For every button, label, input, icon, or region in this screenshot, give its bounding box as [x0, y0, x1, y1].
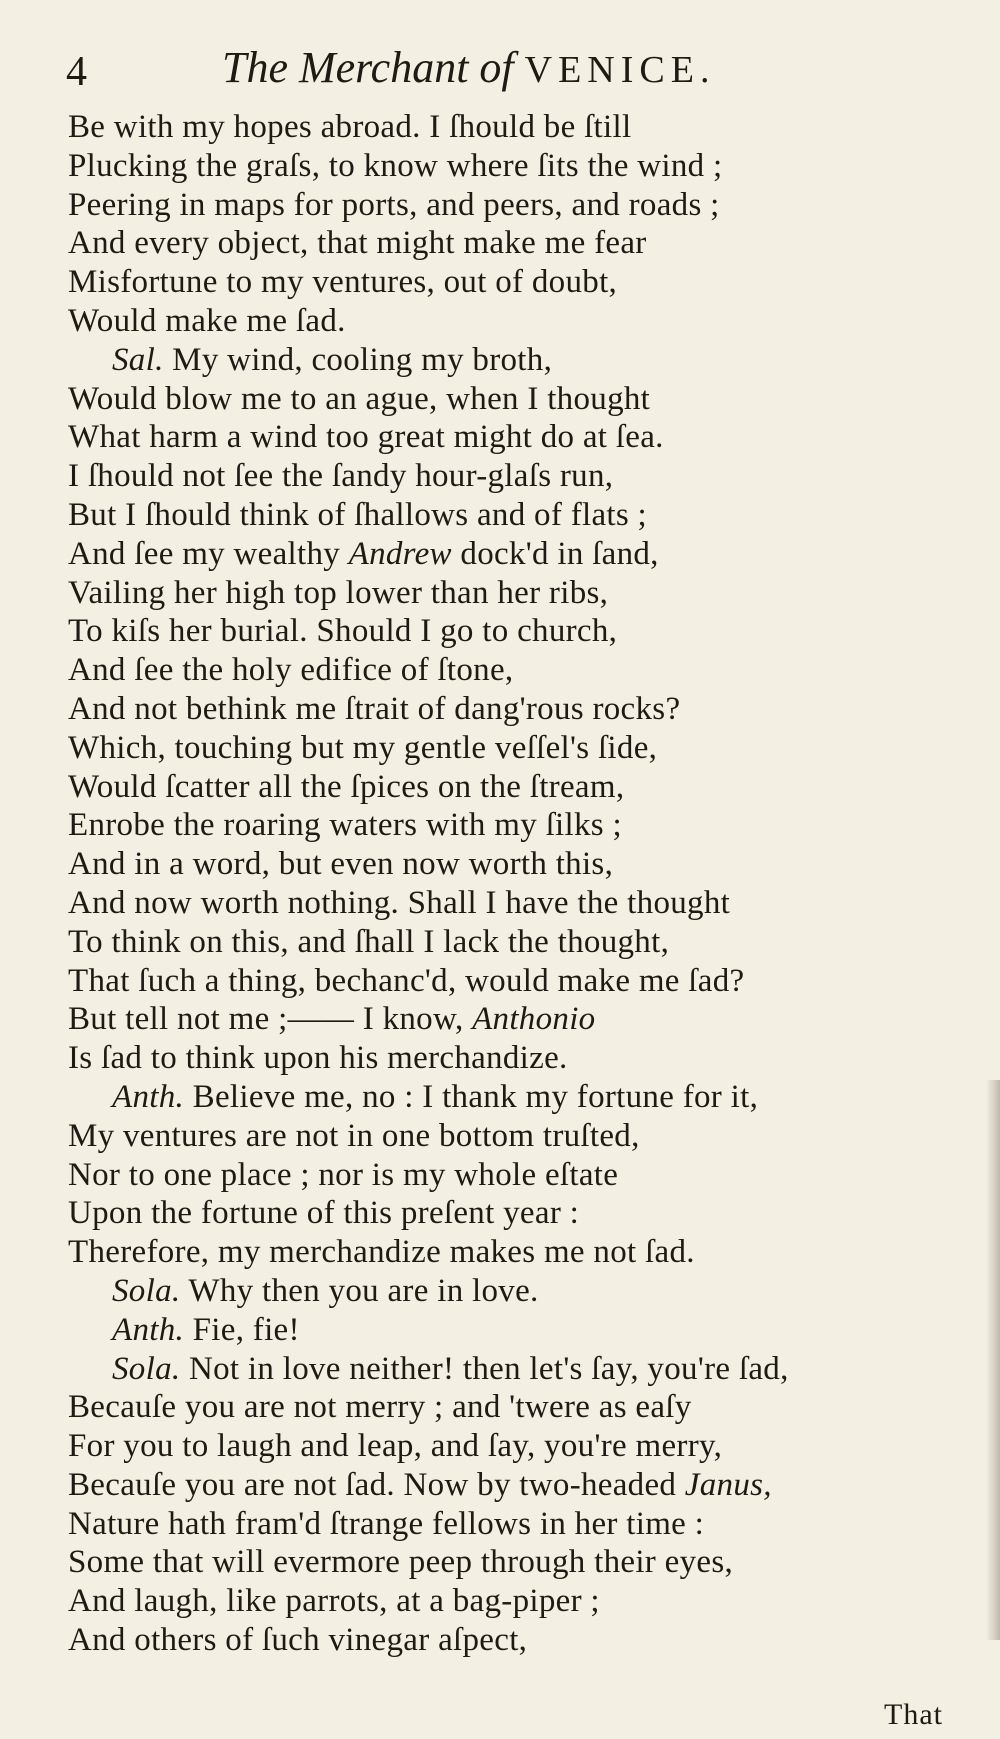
line-text: But tell not me ;—— I know,	[68, 1001, 473, 1038]
verse-line: My ventures are not in one bottom truſted,	[68, 1117, 640, 1154]
verse-line: Would make me ſad.	[68, 302, 346, 339]
verse-line: And others of ſuch vinegar aſpect,	[68, 1622, 528, 1659]
verse-text	[68, 108, 968, 1660]
verse-line: I ſhould not ſee the ſandy hour-glaſs run,	[68, 458, 614, 495]
verse-line: Misfortune to my ventures, out of doubt,	[68, 264, 618, 301]
speaker-name: Sal.	[112, 341, 164, 378]
verse-line: Enrobe the roaring waters with my ſilks ;	[68, 807, 622, 844]
speech-text: Why then you are in love.	[180, 1272, 539, 1309]
verse-line	[68, 535, 968, 574]
verse-line: Becauſe you are not merry ; and 'twere as eaſy	[68, 1389, 692, 1426]
verse-line: Would ſcatter all the ſpices on the ſtream,	[68, 768, 625, 805]
page-number: 4	[66, 49, 87, 95]
italic-name: Janus,	[684, 1466, 772, 1503]
running-title-italic: The Merchant of	[222, 43, 514, 92]
verse-line	[68, 1466, 968, 1505]
verse-line: Upon the fortune of this preſent year :	[68, 1195, 580, 1232]
verse-line: That ſuch a thing, bechanc'd, would make me ſad?	[68, 962, 745, 999]
verse-line: Plucking the graſs, to know where ſits the wind ;	[68, 147, 723, 184]
verse-line: And in a word, but even now worth this,	[68, 846, 614, 883]
speech-text: Believe me, no : I thank my fortune for it,	[184, 1078, 759, 1115]
verse-line: To kiſs her burial. Should I go to church,	[68, 613, 618, 650]
speaker-name: Anth.	[112, 1311, 185, 1348]
speech-line	[68, 1272, 968, 1311]
verse-line: Be with my hopes abroad. I ſhould be ſtill	[68, 109, 632, 145]
italic-name: Andrew	[348, 535, 452, 572]
running-title-smallcaps: VENICE.	[524, 49, 716, 91]
speech-text: My wind, cooling my broth,	[163, 341, 553, 378]
speaker-name: Anth.	[112, 1078, 185, 1115]
speech-line	[68, 341, 968, 380]
verse-line	[68, 1000, 968, 1039]
verse-line: Would blow me to an ague, when I thought	[68, 380, 651, 417]
verse-line: And laugh, like parrots, at a bag-piper ;	[68, 1583, 600, 1620]
running-header	[66, 40, 946, 100]
verse-line: Nor to one place ; nor is my whole eſtate	[68, 1156, 619, 1193]
speech-text: Fie, fie!	[184, 1311, 300, 1348]
speech-line	[68, 1078, 968, 1117]
page-edge-shadow	[986, 1080, 1000, 1640]
speaker-name: Sola.	[112, 1350, 181, 1387]
verse-line: And every object, that might make me fear	[68, 225, 647, 262]
verse-line: And now worth nothing. Shall I have the thought	[68, 884, 731, 921]
catchword: That	[884, 1698, 943, 1731]
speech-line	[68, 1350, 968, 1389]
verse-line: Some that will evermore peep through their eyes,	[68, 1544, 734, 1581]
verse-line: Nature hath fram'd ſtrange fellows in her time :	[68, 1505, 705, 1542]
verse-line: Which, touching but my gentle veſſel's ſide,	[68, 729, 658, 766]
verse-line: Is ſad to think upon his merchandize.	[68, 1040, 568, 1077]
speech-line	[68, 1311, 968, 1350]
italic-name: Anthonio	[472, 1001, 596, 1038]
verse-line: And not bethink me ſtrait of dang'rous rocks?	[68, 690, 681, 727]
verse-line: What harm a wind too great might do at ſea.	[68, 419, 664, 456]
running-title	[222, 42, 715, 93]
verse-line: Vailing her high top lower than her ribs,	[68, 574, 609, 611]
speaker-name: Sola.	[112, 1272, 181, 1309]
line-text: dock'd in ſand,	[451, 535, 659, 572]
line-text: And ſee my wealthy	[68, 535, 349, 572]
verse-line: But I ſhould think of ſhallows and of flats ;	[68, 496, 648, 533]
verse-line: And ſee the holy edifice of ſtone,	[68, 652, 514, 689]
verse-line: Peering in maps for ports, and peers, and roads ;	[68, 186, 720, 223]
verse-line: Therefore, my merchandize makes me not ſad.	[68, 1234, 695, 1271]
verse-line: For you to laugh and leap, and ſay, you're merry,	[68, 1428, 723, 1465]
verse-line: To think on this, and ſhall I lack the thought,	[68, 923, 670, 960]
speech-text: Not in love neither! then let's ſay, you're ſad,	[180, 1350, 789, 1387]
line-text: Becauſe you are not ſad. Now by two-headed	[68, 1466, 685, 1503]
